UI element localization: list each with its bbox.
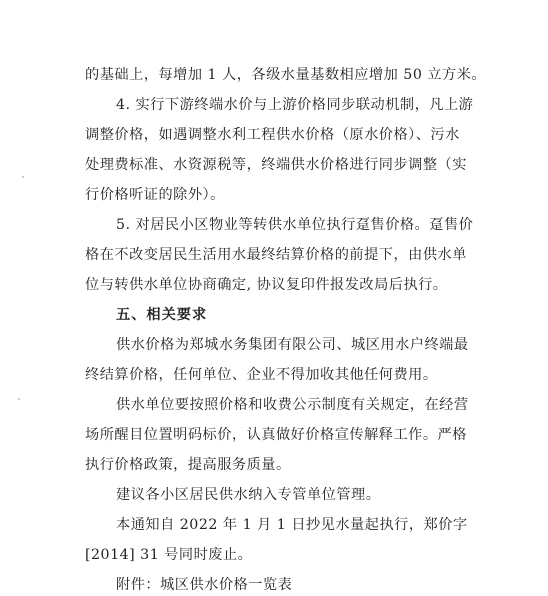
text-line-16: 本通知自 2022 年 1 月 1 日抄见水量起执行，郑价字 [116,517,468,533]
text-line-7: 格在不改变居民生活用水最终结算价格的前提下，由供水单 [85,247,467,263]
text-line-3: 调整价格，如遇调整水利工程供水价格（原水价格）、污水 [85,127,460,143]
text-line-12: 供水单位要按照价格和收费公示制度有关规定，在经营 [116,397,469,413]
text-line-10: 供水价格为郑城水务集团有限公司、城区用水户终端最 [116,337,469,353]
text-line-5: 行价格听证的除外）。 [85,187,225,203]
text-line-15: 建议各小区居民供水纳入专管单位管理。 [116,487,381,503]
attachment-line: 附件：城区供水价格一览表 [116,577,293,593]
text-line-6: 5. 对居民小区物业等转供水单位执行趸售价格。趸售价 [116,217,474,233]
text-line-8: 位与转供水单位协商确定, 协议复印件报发改局后执行。 [85,277,448,293]
text-line-13: 场所醒目位置明码标价，认真做好价格宣传解释工作。严格 [85,427,467,443]
text-line-1: 的基础上，每增加 1 人，各级水量基数相应增加 50 立方米。 [85,67,487,83]
scan-speck [22,176,24,178]
text-line-4: 处理费标准、水资源税等，终端供水价格进行同步调整（实 [85,157,467,173]
text-line-11: 终结算价格，任何单位、企业不得加收其他任何费用。 [85,367,438,383]
text-line-17: [2014] 31 号同时废止。 [85,547,253,563]
scan-speck [18,398,20,400]
text-line-14: 执行价格政策，提高服务质量。 [85,457,291,473]
text-line-2: 4. 实行下游终端水价与上游价格同步联动机制，凡上游 [116,97,474,113]
section-heading: 五、相关要求 [116,307,208,323]
